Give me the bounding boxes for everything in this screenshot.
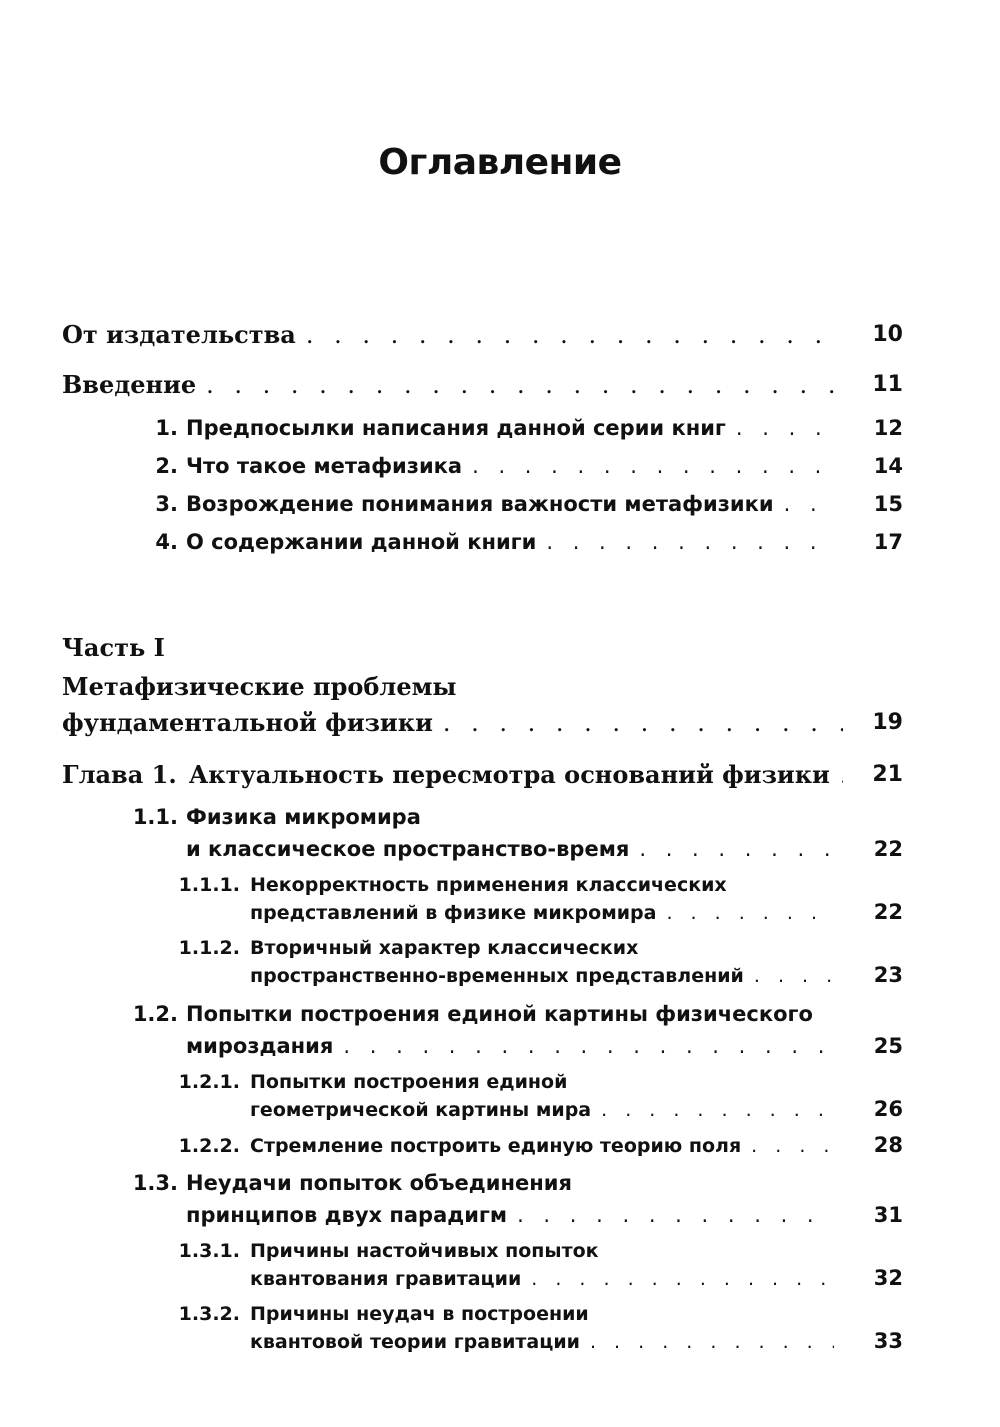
toc-subsection-number: 1.3.2. — [178, 1303, 240, 1325]
toc-entry-introduction[interactable] — [62, 370, 847, 399]
toc-entry-subsection-1-1-2[interactable] — [250, 965, 838, 987]
toc-section-number: 1.1. — [132, 805, 178, 829]
dot-leader — [590, 1331, 834, 1353]
toc-section-title-line-2: принципов двух парадигм — [186, 1203, 508, 1227]
toc-subsection-number: 1.1.1. — [178, 874, 240, 896]
toc-entry-subsection-1-3-2[interactable] — [250, 1331, 838, 1353]
dot-leader — [754, 965, 834, 987]
dot-leader — [343, 1034, 834, 1058]
toc-page-number: 19 — [872, 710, 903, 735]
toc-page-number: 26 — [873, 1097, 903, 1121]
toc-subsection-title-line-1: Попытки построения единой — [250, 1071, 568, 1093]
page-title: Оглавление — [378, 142, 622, 183]
toc-page-number: 15 — [873, 492, 903, 516]
toc-section-number: 1. — [155, 416, 178, 440]
toc-subsection-number: 1.3.1. — [178, 1240, 240, 1262]
toc-page-number: 11 — [872, 372, 903, 397]
toc-section-title-line-1: Физика микромира — [186, 805, 421, 829]
toc-entry-section-1-1[interactable] — [186, 837, 838, 861]
toc-page-number: 17 — [873, 530, 903, 554]
part-label: Часть I — [62, 633, 165, 662]
toc-section-title-line-1: Неудачи попыток объединения — [186, 1171, 572, 1195]
toc-section-title-line-1: Попытки построения единой картины физического — [186, 1002, 813, 1026]
toc-subsection-title-line-2: пространственно-временных представлений — [250, 965, 744, 987]
part-title-line-1: Метафизические проблемы — [62, 672, 457, 701]
toc-entry-intro-1[interactable] — [186, 416, 838, 440]
dot-leader — [736, 416, 834, 440]
toc-entry-chapter-1[interactable] — [62, 760, 847, 789]
toc-entry-subsection-1-3-1[interactable] — [250, 1268, 838, 1290]
dot-leader — [601, 1099, 834, 1121]
dot-leader — [546, 530, 834, 554]
dot-leader — [517, 1203, 834, 1227]
toc-entry-publisher[interactable] — [62, 320, 847, 349]
toc-subsection-number: 1.1.2. — [178, 937, 240, 959]
toc-entry-subsection-1-2-2[interactable] — [250, 1135, 838, 1157]
toc-page-number: 32 — [873, 1266, 903, 1290]
dot-leader — [639, 837, 834, 861]
toc-page-number: 21 — [872, 762, 903, 787]
toc-section-number: 1.3. — [132, 1171, 178, 1195]
toc-entry-title: Что такое метафизика — [186, 454, 463, 478]
dot-leader — [751, 1135, 834, 1157]
toc-subsection-title-line-1: Причины настойчивых попыток — [250, 1240, 599, 1262]
toc-subsection-title-line-2: представлений в физике микромира — [250, 902, 657, 924]
toc-subsection-number: 1.2.2. — [178, 1135, 240, 1157]
toc-entry-section-1-3[interactable] — [186, 1203, 838, 1227]
dot-leader — [840, 761, 843, 789]
toc-section-number: 1.2. — [132, 1002, 178, 1026]
toc-section-number: 2. — [155, 454, 178, 478]
toc-entry-intro-4[interactable] — [186, 530, 838, 554]
dot-leader — [666, 902, 834, 924]
toc-section-number: 3. — [155, 492, 178, 516]
toc-section-title-line-2: мироздания — [186, 1034, 334, 1058]
toc-page-number: 14 — [873, 454, 903, 478]
toc-entry-title: Введение — [62, 370, 197, 399]
toc-entry-subsection-1-2-1[interactable] — [250, 1099, 838, 1121]
dot-leader — [784, 492, 834, 516]
toc-page-number: 28 — [873, 1133, 903, 1157]
toc-entry-title: От издательства — [62, 320, 296, 349]
toc-section-title-line-2: и классическое пространство-время — [186, 837, 630, 861]
toc-section-number: 4. — [155, 530, 178, 554]
toc-entry-title: Предпосылки написания данной серии книг — [186, 416, 726, 440]
toc-subsection-title-line-2: геометрической картины мира — [250, 1099, 592, 1121]
toc-entry-part-1[interactable] — [62, 708, 847, 737]
toc-entry-intro-2[interactable] — [186, 454, 838, 478]
toc-page-number: 33 — [873, 1329, 903, 1353]
toc-subsection-title-line-2: квантования гравитации — [250, 1268, 522, 1290]
toc-page-number: 10 — [872, 322, 903, 347]
dot-leader — [443, 709, 843, 737]
toc-page-number: 12 — [873, 416, 903, 440]
toc-subsection-number: 1.2.1. — [178, 1071, 240, 1093]
dot-leader — [472, 454, 834, 478]
toc-page-number: 25 — [873, 1034, 903, 1058]
toc-page-number: 22 — [873, 900, 903, 924]
toc-entry-title: О содержании данной книги — [186, 530, 537, 554]
dot-leader — [531, 1268, 834, 1290]
dot-leader — [206, 371, 843, 399]
toc-subsection-title-line-1: Вторичный характер классических — [250, 937, 639, 959]
toc-subsection-title: Стремление построить единую теорию поля — [250, 1135, 742, 1157]
toc-subsection-title-line-1: Причины неудач в построении — [250, 1303, 589, 1325]
toc-page-number: 31 — [873, 1203, 903, 1227]
toc-subsection-title-line-1: Некорректность применения классических — [250, 874, 727, 896]
toc-entry-intro-3[interactable] — [186, 492, 838, 516]
toc-entry-title: Возрождение понимания важности метафизики — [186, 492, 774, 516]
chapter-title: Актуальность пересмотра оснований физики — [188, 760, 830, 789]
toc-entry-subsection-1-1-1[interactable] — [250, 902, 838, 924]
chapter-label: Глава 1. — [62, 760, 177, 789]
toc-entry-section-1-2[interactable] — [186, 1034, 838, 1058]
dot-leader — [306, 321, 843, 349]
toc-subsection-title-line-2: квантовой теории гравитации — [250, 1331, 580, 1353]
part-title-line-2: фундаментальной физики — [62, 708, 433, 737]
toc-page-number: 23 — [873, 963, 903, 987]
toc-page-number: 22 — [873, 837, 903, 861]
